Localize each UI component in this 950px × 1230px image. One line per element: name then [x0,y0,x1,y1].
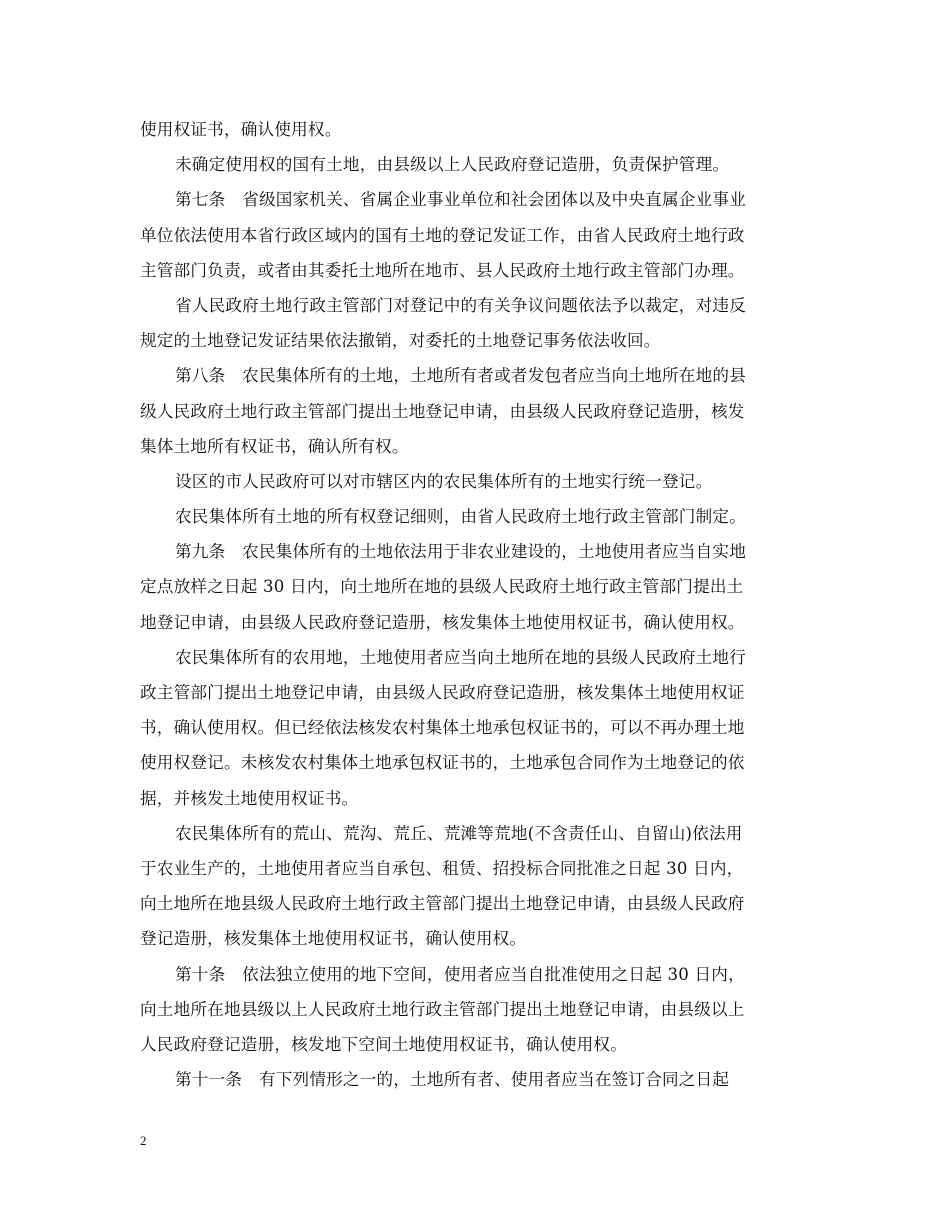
text-line: 省人民政府土地行政主管部门对登记中的有关争议问题依法予以裁定，对违反 [175,295,746,315]
text-line: 政主管部门提出土地登记申请，由县级人民政府登记造册，核发集体土地使用权证 [140,683,745,702]
article-11-line: 第十一条 有下列情形之一的，土地所有者、使用者应当在签订合同之日起 [175,1070,730,1090]
text-line: 级人民政府土地行政主管部门提出土地登记申请，由县级人民政府登记造册，核发 [140,401,745,421]
text-line: 农民集体所有的荒山、荒沟、荒丘、荒滩等荒地(不含责任山、自留山)依法用 [175,823,743,843]
text-line: 使用权登记。未核发农村集体土地承包权证书的，土地承包合同作为土地登记的依 [140,753,745,773]
text-line: 集体土地所有权证书，确认所有权。 [140,436,409,456]
text-line: 定点放样之日起 30 日内，向土地所在地的县级人民政府土地行政主管部门提出土 [140,577,744,597]
text-line: 向土地所在地县级以上人民政府土地行政主管部门提出土地登记申请，由县级以上 [140,999,745,1019]
text-line: 未确定使用权的国有土地，由县级以上人民政府登记造册，负责保护管理。 [175,155,730,175]
text-line: 农民集体所有的农用地，土地使用者应当向土地所在地的县级人民政府土地行 [175,647,746,667]
text-line: 书，确认使用权。但已经依法核发农村集体土地承包权证书的，可以不再办理土地 [140,718,745,738]
article-10-line: 第十条 依法独立使用的地下空间，使用者应当自批准使用之日起 30 日内， [175,964,745,984]
text-line: 据，并核发土地使用权证书。 [140,788,359,808]
article-9-line: 第九条 农民集体所有的土地依法用于非农业建设的，土地使用者应当自实地 [175,542,746,562]
text-line: 登记造册，核发集体土地使用权证书，确认使用权。 [140,929,527,949]
text-line: 规定的土地登记发证结果依法撤销，对委托的土地登记事务依法收回。 [140,331,661,351]
text-line: 人民政府登记造册，核发地下空间土地使用权证书，确认使用权。 [140,1034,628,1054]
text-line: 使用权证书，确认使用权。 [140,120,342,139]
text-line: 农民集体所有土地的所有权登记细则，由省人民政府土地行政主管部门制定。 [175,507,746,527]
article-8-line: 第八条 农民集体所有的土地，土地所有者或者发包者应当向土地所在地的县 [175,366,746,386]
page-number: 2 [140,1133,147,1148]
text-line: 于农业生产的，土地使用者应当自承包、租赁、招投标合同批准之日起 30 日内， [140,858,744,878]
text-line: 向土地所在地县级人民政府土地行政主管部门提出土地登记申请，由县级人民政府 [140,894,745,914]
text-line: 地登记申请，由县级人民政府登记造册，核发集体土地使用权证书，确认使用权。 [140,612,745,632]
text-line: 单位依法使用本省行政区域内的国有土地的登记发证工作，由省人民政府土地行政 [140,225,745,245]
document-body [140,112,812,1097]
text-line: 设区的市人民政府可以对市辖区内的农民集体所有的土地实行统一登记。 [175,471,713,491]
text-line: 主管部门负责，或者由其委托土地所在地市、县人民政府土地行政主管部门办理。 [140,260,745,280]
article-7-line: 第七条 省级国家机关、省属企业事业单位和社会团体以及中央直属企业事业 [175,190,746,210]
